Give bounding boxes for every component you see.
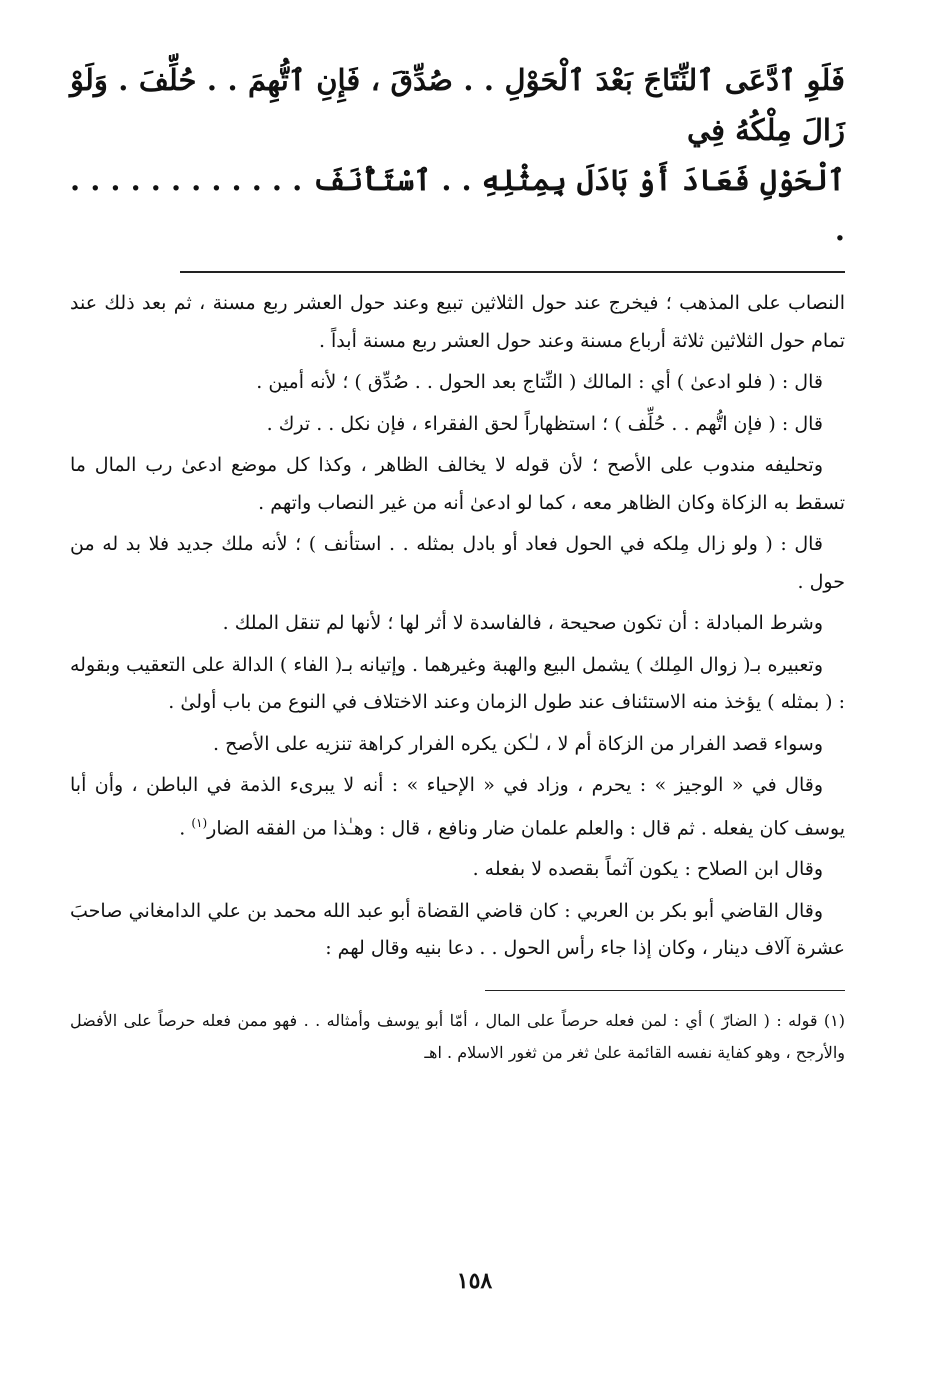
- matn-line-1: فَلَوِ ٱدَّعَى ٱلنِّتَاجَ بَعْدَ ٱلْحَوْلِ . . صُدِّقَ ، فَإِنِ ٱتُّهِمَ . . حُلِّفَ . وَلَوْ زَالَ مِلْكُهُ فِي: [70, 63, 845, 147]
- commentary-paragraph: قال : ( فلو ادعىٰ ) أي : المالك ( النِّتاج بعد الحول . . صُدِّق ) ؛ لأنه أمين .: [256, 371, 823, 393]
- matn-separator: [180, 271, 845, 273]
- commentary-paragraph: وقال القاضي أبو بكر بن العربي : كان قاضي القضاة أبو عبد الله محمد بن علي الدامغاني صاحبَ عشرة آلاف دينار ، وكان إذا جاء رأس الحول . . دعا بنيه وقال لهم :: [70, 899, 845, 960]
- commentary-text-run: .: [179, 816, 192, 839]
- commentary-paragraph: وقال ابن الصلاح : يكون آثماً بقصده لا بفعله .: [472, 858, 823, 881]
- commentary-paragraph: قال : ( ولو زال مِلكه في الحول فعاد أو بادل بمثله . . استأنف ) ؛ لأنه ملك جديد فلا بد له من حول .: [70, 533, 845, 593]
- commentary-paragraph: وسواء قصد الفرار من الزكاة أم لا ، لـٰكن يكره الفرار كراهة تنزيه على الأصح .: [212, 732, 823, 755]
- page-body: [70, 55, 845, 1069]
- page-number: ١٥٨: [456, 1268, 493, 1294]
- commentary-paragraph: قال : ( فإن اتُّهم . . حُلِّف ) ؛ استظهاراً لحق الفقراء ، فإن نكل . . ترك .: [266, 412, 823, 435]
- commentary-paragraph: [70, 767, 845, 847]
- commentary-text: [70, 285, 845, 968]
- footnote-text: (١) قوله : ( الضارّ ) أي : لمن فعله حرصاً على المال ، أمّا أبو يوسف وأمثاله . . فهو ممن فعله حرصاً على الأفضل والأرجح ، وهو كفاية نفسه القائمة علىٰ ثغر من ثغور الاسلام . اهـ: [70, 1010, 845, 1062]
- commentary-paragraph: النصاب على المذهب ؛ فيخرج عند حول الثلاثين تبيع وعند حول العشر ربع مسنة ، ثم بعد ذلك عند تمام حول الثلاثين ثلاثة أرباع مسنة وعند حول العشر ربع مسنة أبداً .: [70, 292, 845, 352]
- footnote-separator: [485, 990, 845, 991]
- footnote-reference[interactable]: (١): [191, 815, 208, 830]
- commentary-text-run: وقال في « الوجيز » : يحرم ، وزاد في « الإحياء » : أنه لا يبرىء الذمة في الباطن ، وأن أبا يوسف كان يفعله . ثم قال : والعلم علمان ضار ونافع ، قال : وهـٰذا من الفقه الضار: [70, 774, 845, 839]
- commentary-paragraph: وتعبيره بـ( زوال المِلك ) يشمل البيع والهبة وغيرهما . وإتيانه بـ( الفاء ) الدالة على التعقيب وبقوله : ( بمثله ) يؤخذ منه الاستئناف عند طول الزمان وعند الاختلاف في النوع من باب أولىٰ .: [70, 653, 845, 713]
- matn-line-2: ٱلْحَوْلِ فَعَادَ أَوْ بَادَلَ بِمِثْلِهِ . . ٱسْتَأْنَفَ . . . . . . . . . . . . .: [70, 163, 845, 247]
- commentary-paragraph: وتحليفه مندوب على الأصح ؛ لأن قوله لا يخالف الظاهر ، وكذا كل موضع ادعىٰ رب المال ما تسقط به الزكاة وكان الظاهر معه ، كما لو ادعىٰ أنه من غير النصاب واتهم .: [70, 454, 845, 514]
- commentary-paragraph: وشرط المبادلة : أن تكون صحيحة ، فالفاسدة لا أثر لها ؛ لأنها لم تنقل الملك .: [222, 612, 823, 634]
- matn-text: [70, 55, 845, 255]
- footnote: [70, 1005, 845, 1069]
